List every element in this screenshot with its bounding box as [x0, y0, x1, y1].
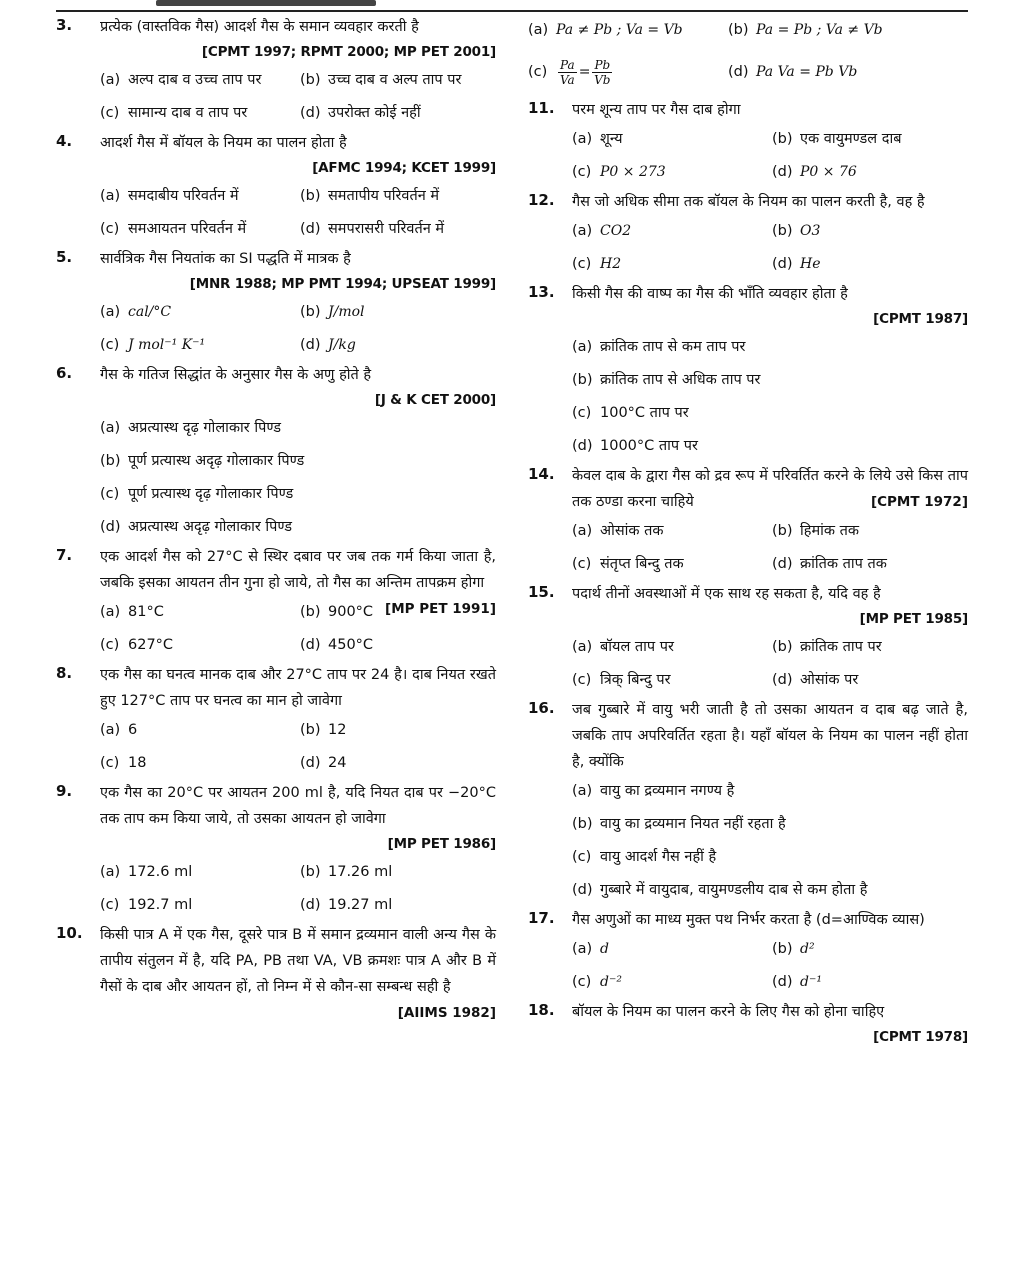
option-a[interactable]: (a) 6 — [100, 722, 138, 738]
option-a[interactable]: (a) अल्प दाब व उच्च ताप पर — [100, 72, 262, 88]
option-a[interactable]: (a) cal/°C — [100, 304, 172, 320]
question-text: एक गैस का घनत्व मानक दाब और 27°C ताप पर 24 है। दाब नियत रखते हुए 127°C ताप पर घनत्व का मान हो जावेगा — [100, 667, 496, 709]
options — [572, 123, 968, 189]
option-b[interactable]: (b) J/mol — [300, 304, 365, 320]
question-6 — [56, 362, 496, 544]
option-a[interactable]: (a) 81°C — [100, 604, 164, 620]
question-text: एक गैस का 20°C पर आयतन 200 ml है, यदि नियत दाब पर −20°C तक ताप कम किया जाये, तो उसका आयतन हो जावेगा — [100, 785, 496, 827]
option-b[interactable]: (b) 900°C — [300, 604, 374, 620]
option-d[interactable]: (d) उपरोक्त कोई नहीं — [300, 105, 421, 121]
option-d[interactable]: (d) Pa Va = Pb Vb — [728, 64, 858, 80]
option-c[interactable]: (c) 18 — [100, 755, 147, 771]
question-number: 7. — [56, 546, 73, 564]
question-17 — [528, 907, 968, 999]
question-number: 3. — [56, 16, 73, 34]
question-text: केवल दाब के द्वारा गैस को द्रव रूप में परिवर्तित करने के लिये उसे किस ताप तक ठण्डा करना चाहिये [CPMT 1972] — [572, 463, 968, 515]
options — [100, 180, 496, 246]
option-d[interactable]: (d) 450°C — [300, 637, 374, 653]
question-text: किसी पात्र A में एक गैस, दूसरे पात्र B में समान द्रव्यमान वाली अन्य गैस के तापीय संतुलन में है, यदि PA, PB तथा VA, VB क्रमशः पात्र A और B में गैसों के दाब और आयतन हों, तो निम्न में से कौन-सा सम्बन्ध सही है [AIIMS 1982] — [100, 922, 496, 1000]
option-c[interactable]: (c) वायु आदर्श गैस नहीं है — [572, 849, 717, 865]
exam-reference: [CPMT 1987] — [873, 311, 968, 327]
exam-reference: [CPMT 1997; RPMT 2000; MP PET 2001] — [201, 44, 496, 60]
option-c[interactable]: (c) 627°C — [100, 637, 174, 653]
question-10 — [56, 922, 496, 1021]
question-15 — [528, 581, 968, 697]
option-b[interactable]: (b) O3 — [772, 223, 821, 239]
options — [572, 515, 968, 581]
options — [100, 856, 496, 922]
option-d[interactable]: (d) d⁻¹ — [772, 974, 822, 990]
question-text: गैस के गतिज सिद्धांत के अनुसार गैस के अणु होते है — [100, 367, 372, 383]
question-number: 10. — [56, 924, 83, 942]
question-3 — [56, 14, 496, 130]
question-text: गैस अणुओं का माध्य मुक्त पथ निर्भर करता है (d=आण्विक व्यास) — [572, 912, 925, 928]
exam-reference: [MP PET 1991] — [385, 601, 496, 617]
question-text: जब गुब्बारे में वायु भरी जाती है तो उसका आयतन व दाब बढ़ जाते है, जबकि ताप अपरिवर्तित रहता है। यहाँ बॉयल के नियम का पालन नहीं होता है, क्योंकि — [572, 702, 968, 770]
option-a[interactable]: (a) अप्रत्यास्थ दृढ़ गोलाकार पिण्ड — [100, 420, 281, 436]
option-a[interactable]: (a) Pa ≠ Pb ; Va = Vb — [528, 22, 683, 38]
question-14 — [528, 463, 968, 581]
option-a[interactable]: (a) समदाबीय परिवर्तन में — [100, 188, 239, 204]
option-d[interactable]: (d) ओसांक पर — [772, 672, 859, 688]
question-text: सार्वत्रिक गैस नियतांक का SI पद्धति में मात्रक है — [100, 251, 351, 267]
question-number: 8. — [56, 664, 73, 682]
option-c[interactable]: (c) पूर्ण प्रत्यास्थ दृढ़ गोलाकार पिण्ड — [100, 486, 294, 502]
question-8 — [56, 662, 496, 780]
options — [572, 215, 968, 281]
question-number: 14. — [528, 465, 555, 483]
option-b[interactable]: (b) 17.26 ml — [300, 864, 393, 880]
question-number: 12. — [528, 191, 555, 209]
question-number: 11. — [528, 99, 555, 117]
question-number: 15. — [528, 583, 555, 601]
fraction: $\frac{Pb}{Vb}$ — [594, 57, 611, 87]
option-b[interactable]: (b) d² — [772, 941, 815, 957]
option-a[interactable]: (a) 172.6 ml — [100, 864, 193, 880]
question-number: 4. — [56, 132, 73, 150]
option-c[interactable]: (c) $\frac{Pa}{Va}$ = $\frac{Pb}{Vb}$ — [528, 57, 611, 87]
question-number: 16. — [528, 699, 555, 717]
option-d[interactable]: (d) समपरासरी परिवर्तन में — [300, 221, 445, 237]
option-c[interactable]: (c) संतृप्त बिन्दु तक — [572, 556, 684, 572]
option-b[interactable]: (b) समतापीय परिवर्तन में — [300, 188, 440, 204]
question-9 — [56, 780, 496, 922]
question-number: 9. — [56, 782, 73, 800]
question-7 — [56, 544, 496, 662]
fraction: $\frac{Pa}{Va}$ — [559, 57, 575, 87]
exam-reference: [MP PET 1985] — [859, 611, 968, 627]
option-d[interactable]: (d) He — [772, 256, 821, 272]
question-4 — [56, 130, 496, 246]
option-c[interactable]: (c) सामान्य दाब व ताप पर — [100, 105, 248, 121]
options — [100, 714, 496, 780]
option-c[interactable]: (c) H2 — [572, 256, 622, 272]
question-text: बॉयल के नियम का पालन करने के लिए गैस को होना चाहिए — [572, 1004, 885, 1020]
exam-reference: [CPMT 1978] — [873, 1029, 968, 1045]
exam-reference: [AFMC 1994; KCET 1999] — [312, 160, 496, 176]
option-b[interactable]: (b) क्रांतिक ताप पर — [772, 639, 882, 655]
exam-reference: [CPMT 1972] — [870, 494, 968, 510]
header-decoration — [156, 0, 376, 6]
option-a[interactable]: (a) शून्य — [572, 131, 623, 147]
question-18 — [528, 999, 968, 1049]
page-header-rule — [56, 0, 968, 12]
exam-reference: [MP PET 1986] — [387, 836, 496, 852]
option-c[interactable]: (c) 192.7 ml — [100, 897, 193, 913]
options — [572, 775, 968, 907]
page-body — [0, 14, 1024, 1264]
option-c[interactable]: (c) d⁻² — [572, 974, 622, 990]
question-text: गैस जो अधिक सीमा तक बॉयल के नियम का पालन करती है, वह है — [572, 194, 925, 210]
exam-reference: [AIIMS 1982] — [397, 1005, 496, 1021]
option-d[interactable]: (d) 24 — [300, 755, 347, 771]
options — [572, 631, 968, 697]
option-d[interactable]: (d) 19.27 ml — [300, 897, 393, 913]
question-13 — [528, 281, 968, 463]
left-column — [56, 14, 496, 1026]
option-c[interactable]: (c) P0 × 273 — [572, 164, 666, 180]
question-text: पदार्थ तीनों अवस्थाओं में एक साथ रह सकता है, यदि वह है — [572, 586, 881, 602]
option-d[interactable]: (d) क्रांतिक ताप तक — [772, 556, 887, 572]
question-number: 5. — [56, 248, 73, 266]
question-number: 6. — [56, 364, 73, 382]
options — [100, 296, 496, 362]
question-12 — [528, 189, 968, 281]
option-b[interactable]: (b) क्रांतिक ताप से अधिक ताप पर — [572, 372, 761, 388]
question-number: 13. — [528, 283, 555, 301]
question-11 — [528, 97, 968, 189]
option-a[interactable]: (a) वायु का द्रव्यमान नगण्य है — [572, 783, 735, 799]
option-a[interactable]: (a) CO2 — [572, 223, 632, 239]
exam-reference: [MNR 1988; MP PMT 1994; UPSEAT 1999] — [189, 276, 496, 292]
options — [100, 64, 496, 130]
question-10-options — [528, 14, 968, 97]
question-text: परम शून्य ताप पर गैस दाब होगा — [572, 102, 741, 118]
option-c[interactable]: (c) त्रिक् बिन्दु पर — [572, 672, 671, 688]
option-d[interactable]: (d) J/kg — [300, 337, 356, 353]
option-a[interactable]: (a) ओसांक तक — [572, 523, 664, 539]
option-b[interactable]: (b) पूर्ण प्रत्यास्थ अदृढ़ गोलाकार पिण्ड — [100, 453, 305, 469]
options — [100, 412, 496, 544]
question-5 — [56, 246, 496, 362]
option-d[interactable]: (d) 1000°C ताप पर — [572, 438, 698, 454]
options — [572, 933, 968, 999]
question-16 — [528, 697, 968, 907]
option-b[interactable]: (b) 12 — [300, 722, 347, 738]
right-column — [528, 14, 968, 1049]
option-d[interactable]: (d) गुब्बारे में वायुदाब, वायुमण्डलीय दाब से कम होता है — [572, 882, 868, 898]
question-number: 18. — [528, 1001, 555, 1019]
options — [528, 14, 968, 97]
option-c[interactable]: (c) J mol⁻¹ K⁻¹ — [100, 337, 206, 353]
option-b[interactable]: (b) वायु का द्रव्यमान नियत नहीं रहता है — [572, 816, 786, 832]
option-b[interactable]: (b) उच्च दाब व अल्प ताप पर — [300, 72, 462, 88]
question-text: आदर्श गैस में बॉयल के नियम का पालन होता है — [100, 135, 347, 151]
option-c[interactable]: (c) समआयतन परिवर्तन में — [100, 221, 247, 237]
question-text: किसी गैस की वाष्प का गैस की भाँति व्यवहार होता है — [572, 286, 848, 302]
option-a[interactable]: (a) बॉयल ताप पर — [572, 639, 674, 655]
option-b[interactable]: (b) एक वायुमण्डल दाब — [772, 131, 902, 147]
option-d[interactable]: (d) P0 × 76 — [772, 164, 857, 180]
option-b[interactable]: (b) Pa = Pb ; Va ≠ Vb — [728, 22, 883, 38]
option-a[interactable]: (a) क्रांतिक ताप से कम ताप पर — [572, 339, 746, 355]
options — [572, 331, 968, 463]
options — [100, 596, 385, 662]
option-c[interactable]: (c) 100°C ताप पर — [572, 405, 689, 421]
option-a[interactable]: (a) d — [572, 941, 609, 957]
question-text: प्रत्येक (वास्तविक गैस) आदर्श गैस के समान व्यवहार करती है — [100, 19, 419, 35]
option-b[interactable]: (b) हिमांक तक — [772, 523, 860, 539]
option-d[interactable]: (d) अप्रत्यास्थ अदृढ़ गोलाकार पिण्ड — [100, 519, 293, 535]
question-number: 17. — [528, 909, 555, 927]
question-text: एक आदर्श गैस को 27°C से स्थिर दबाव पर जब तक गर्म किया जाता है, जबकि इसका आयतन तीन गुना हो जाये, तो गैस का अन्तिम तापक्रम होगा [MP PET 1991] — [100, 544, 496, 596]
exam-reference: [J & K CET 2000] — [374, 392, 496, 408]
